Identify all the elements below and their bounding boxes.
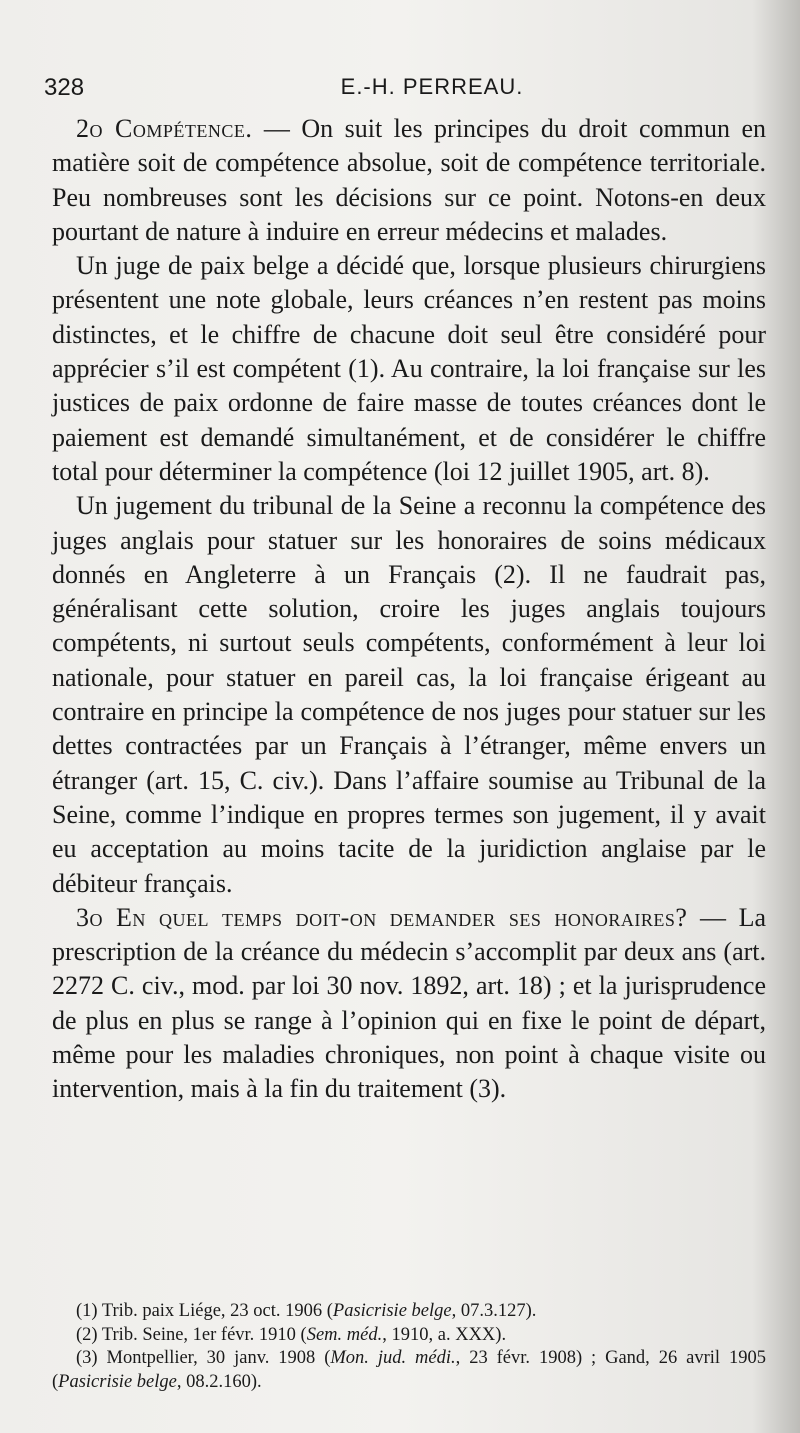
body-text [52,112,766,1107]
section-heading-competence: 2o Compétence. [76,114,253,143]
footnotes [52,1300,766,1394]
paragraph-honoraires [52,901,766,1107]
paragraph-tribunal-seine: Un jugement du tribunal de la Seine a reconnu la compétence des juges anglais pour statuer sur les honoraires de soins médicaux donnés en Angleterre à un Français (2). Il ne faudrait pas, généralisant cette solution, croire les juges anglais toujours compétents, ni surtout seuls compétents, conformément à leur loi nationale, pour statuer en pareil cas, la loi française érigeant au contraire en principe la compétence de nos juges pour statuer sur les dettes contractées par un Français à l’étranger, même envers un étranger (art. 15, C. civ.). Dans l’affaire soumise au Tribunal de la Seine, comme l’indique en propres termes son jugement, il y avait eu acceptation au moins tacite de la juridiction anglaise par le débiteur français. [52,491,766,898]
section-heading-honoraires: 3o En quel temps doit-on demander ses honoraires? [76,902,688,932]
page-number: 328 [44,74,85,101]
paragraph-text: — On suit les principes du droit commun en matière soit de compétence absolue, soit de compétence territoriale. Peu nombreuses sont les décisions sur ce point. Notons-en deux pourtant de nature à induire en erreur médecins et malades. [52,114,766,246]
paragraph-juge-de-paix: Un juge de paix belge a décidé que, lorsque plusieurs chirurgiens présentent une note globale, leurs créances n’en restent pas moins distinctes, et le chiffre de chacune doit seul être considéré pour apprécier s’il est compétent (1). Au contraire, la loi française sur les justices de paix ordonne de faire masse de toutes créances dont le paiement est demandé simultanément, et de considérer le chiffre total pour déterminer la compétence (loi 12 juillet 1905, art. 8). [52,251,766,486]
footnote-1: (1) Trib. paix Liége, 23 oct. 1906 (Pasicrisie belge, 07.3.127). [76,1301,537,1321]
page-header [44,74,764,106]
paragraph-text: — La prescription de la créance du médecin s’accomplit par deux ans (art. 2272 C. civ., mod. par loi 30 nov. 1892, art. 18) ; et la jurisprudence de plus en plus se range à l’opinion qui en fixe le point de départ, même pour les maladies chroniques, non point à chaque visite ou intervention, mais à la fin du traitement (3). [52,902,766,1104]
paragraph-competence [52,112,766,249]
footnote-3: (3) Montpellier, 30 janv. 1908 (Mon. jud. médi., 23 févr. 1908) ; Gand, 26 avril 1905 (Pasicrisie belge, 08.2.160). [52,1348,766,1392]
footnote-2: (2) Trib. Seine, 1er févr. 1910 (Sem. méd., 1910, a. XXX). [76,1324,507,1345]
running-head: E.-H. PERREAU. [340,74,524,99]
